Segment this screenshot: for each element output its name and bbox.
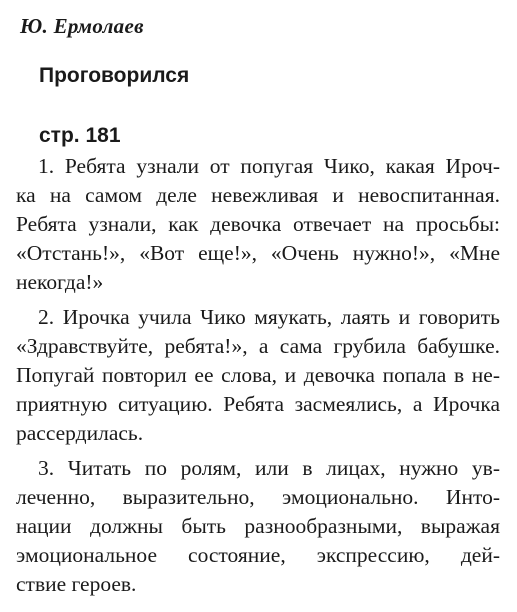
answer-3 [16, 454, 500, 599]
answer-line: рассердилась. [16, 421, 144, 445]
answer-line: Попугай повторил ее слова, и девочка попала в не- [16, 363, 500, 387]
author-name: Ю. Ермолаев [20, 14, 144, 38]
answer-line: Ребята узнали, как девочка отвечает на просьбы: [16, 212, 500, 236]
answer-line: нации должны быть разнообразными, выражая [16, 514, 500, 538]
answer-line: леченно, выразительно, эмоционально. Инто- [16, 485, 500, 509]
answer-line: ка на самом деле невежливая и невоспитанная. [16, 183, 500, 207]
answer-line: приятную ситуацию. Ребята засмеялись, а Ирочка [16, 392, 500, 416]
story-title: Проговорился [39, 64, 190, 87]
answer-line: ствие героев. [16, 572, 137, 596]
answer-2 [16, 303, 500, 448]
answer-line: 3. Читать по ролям, или в лицах, нужно ув- [38, 456, 500, 480]
answer-line: 2. Ирочка учила Чико мяукать, лаять и говорить [38, 305, 500, 329]
answer-line: некогда!» [16, 270, 104, 294]
answers-list [16, 152, 500, 605]
page-reference: стр. 181 [39, 124, 121, 147]
answer-line: эмоциональное состояние, экспрессию, дей- [16, 543, 500, 567]
answer-line: 1. Ребята узнали от попугая Чико, какая Ироч- [38, 154, 500, 178]
answer-line: «Здравствуйте, ребята!», а сама грубила бабушке. [16, 334, 500, 358]
answer-1 [16, 152, 500, 297]
answer-line: «Отстань!», «Вот еще!», «Очень нужно!», «Мне [16, 241, 500, 265]
